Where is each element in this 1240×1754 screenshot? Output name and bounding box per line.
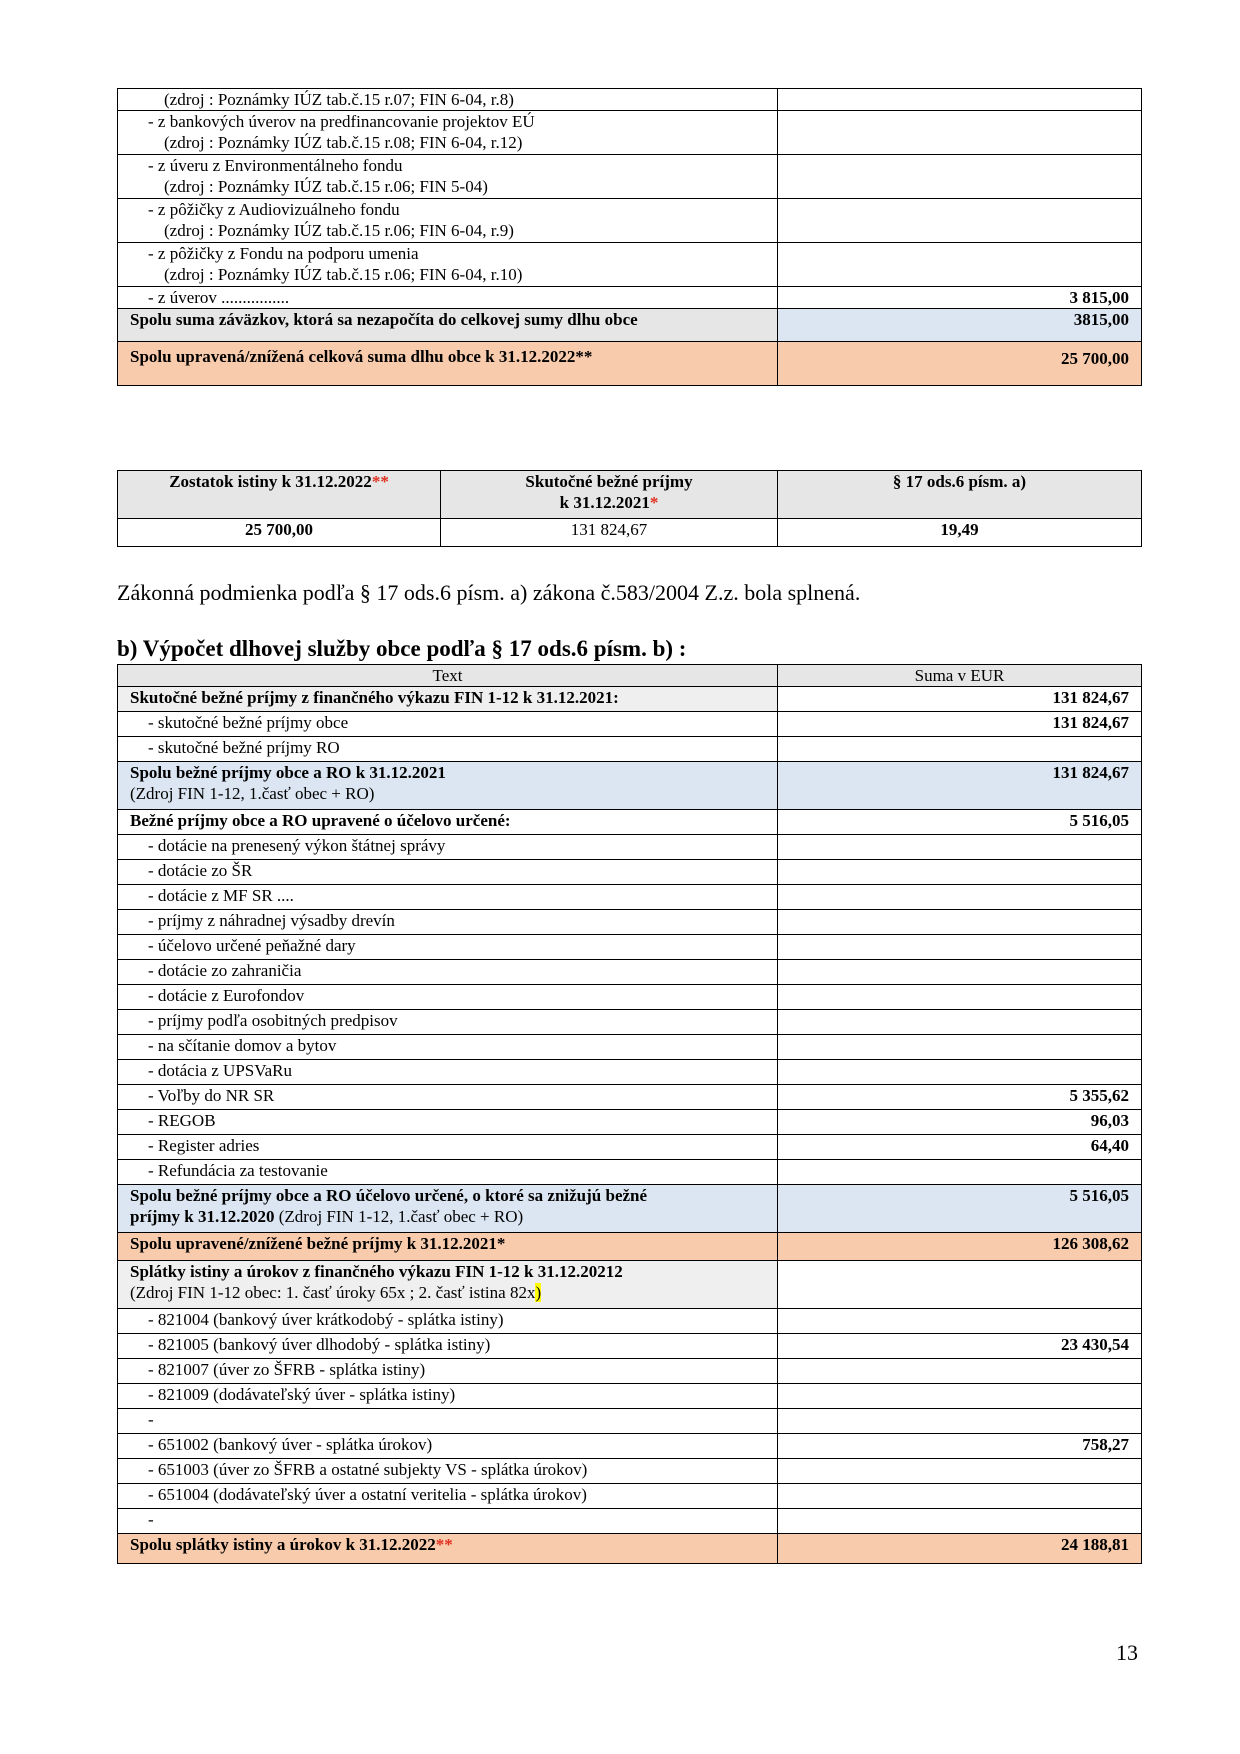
item-label: - 651002 (bankový úver - splátka úrokov) [118,1434,778,1459]
item-value: 758,27 [778,1434,1142,1459]
item-row [118,1334,1142,1359]
row-total-revenue-value: 131 824,67 [778,762,1142,810]
item-label: - dotácie z Eurofondov [118,985,778,1010]
table1-body [118,89,1142,386]
table1-grand-row [118,342,1142,386]
header-actual-revenue: Skutočné bežné príjmy k 31.12.2021* [441,471,778,519]
item-value: 5 355,62 [778,1085,1142,1110]
item-row [118,1459,1142,1484]
item-label: - dotácie na prenesený výkon štátnej správy [118,835,778,860]
row-actual-revenue-label: Skutočné bežné príjmy z finančného výkazu FIN 1-12 k 31.12.2021: [118,687,778,712]
item-value [778,935,1142,960]
item-row [118,1085,1142,1110]
page-number: 13 [1116,1640,1138,1665]
item-label: - dotácia z UPSVaRu [118,1060,778,1085]
item-value [778,885,1142,910]
table1-row [118,155,1142,199]
section-b-heading: b) Výpočet dlhovej služby obce podľa § 17 ods.6 písm. b) : [117,636,687,661]
item-row [118,1434,1142,1459]
row-adjusted-revenue-label: Bežné príjmy obce a RO upravené o účelovo určené: [118,810,778,835]
item-row [118,885,1142,910]
item-value: 23 430,54 [778,1334,1142,1359]
item-value [778,835,1142,860]
table1-row-label: - z bankových úverov na predfinancovanie projektov EÚ (zdroj : Poznámky IÚZ tab.č.15 r.08; FIN 6-04, r.12) [118,111,778,155]
table1-row-value [778,111,1142,155]
item-label: - REGOB [118,1110,778,1135]
item-row [118,860,1142,885]
table1-total-row [118,309,1142,342]
table1-row-value: 3 815,00 [778,287,1142,309]
item-row [118,1135,1142,1160]
item-label: - [118,1409,778,1434]
table1-row [118,89,1142,111]
row-earmarked-total-label: Spolu bežné príjmy obce a RO účelovo určené, o ktoré sa znižujú bežné príjmy k 31.12.2020 (Zdroj FIN 1-12, 1.časť obec + RO) [118,1185,778,1233]
item-value [778,1035,1142,1060]
item-label: - 821005 (bankový úver dlhodobý - splátka istiny) [118,1334,778,1359]
item-row [118,910,1142,935]
item-row [118,1409,1142,1434]
table1-row-value [778,155,1142,199]
item-value [778,910,1142,935]
debt-ratio-table [117,470,1142,547]
item-value [778,1309,1142,1334]
row-repayments-value [778,1261,1142,1309]
item-value [778,985,1142,1010]
adjusted-debt-value: 25 700,00 [778,342,1142,386]
row-reduced-revenue-label: Spolu upravené/znížené bežné príjmy k 31.12.2021* [118,1233,778,1261]
table1-row-label: - z úverov ................ [118,287,778,309]
column-header-text: Text [118,665,778,687]
item-label: - Register adries [118,1135,778,1160]
row-repayments-label: Splátky istiny a úrokov z finančného výkazu FIN 1-12 k 31.12.20212 (Zdroj FIN 1-12 obec: 1. časť úroky 65x ; 2. časť istina 82x) [118,1261,778,1309]
row-earmarked-total-value: 5 516,05 [778,1185,1142,1233]
row-reduced-revenue-value: 126 308,62 [778,1233,1142,1261]
table1-row [118,287,1142,309]
item-value [778,1409,1142,1434]
item-row [118,1484,1142,1509]
item-value [778,1160,1142,1185]
row-ro-revenue-label: - skutočné bežné príjmy RO [118,737,778,762]
header-principal-balance: Zostatok istiny k 31.12.2022** [118,471,441,519]
header-paragraph-17a: § 17 ods.6 písm. a) [778,471,1142,519]
row-municipal-revenue-value: 131 824,67 [778,712,1142,737]
item-row [118,1010,1142,1035]
item-row [118,985,1142,1010]
item-label: - príjmy z náhradnej výsadby drevín [118,910,778,935]
item-value [778,1060,1142,1085]
table1-row-value [778,199,1142,243]
item-row [118,935,1142,960]
column-header-sum: Suma v EUR [778,665,1142,687]
item-label: - 821007 (úver zo ŠFRB - splátka istiny) [118,1359,778,1384]
value-paragraph-17a: 19,49 [778,519,1142,547]
item-row [118,1060,1142,1085]
row-total-revenue-label: Spolu bežné príjmy obce a RO k 31.12.2021 (Zdroj FIN 1-12, 1.časť obec + RO) [118,762,778,810]
row-ro-revenue-value [778,737,1142,762]
debt-exclusions-table [117,88,1142,386]
row-actual-revenue-value: 131 824,67 [778,687,1142,712]
table3-body [118,665,1142,835]
table1-row-value [778,243,1142,287]
item-row [118,1309,1142,1334]
table3-totals [118,1185,1142,1309]
item-row [118,1160,1142,1185]
item-value: 96,03 [778,1110,1142,1135]
table1-row-label: - z pôžičky z Fondu na podporu umenia (zdroj : Poznámky IÚZ tab.č.15 r.06; FIN 6-04, r.10) [118,243,778,287]
item-label: - dotácie zo zahraničia [118,960,778,985]
item-label: - 821004 (bankový úver krátkodobý - splátka istiny) [118,1309,778,1334]
value-actual-revenue: 131 824,67 [441,519,778,547]
earmarked-items [118,835,1142,1185]
item-label: - Refundácia za testovanie [118,1160,778,1185]
legal-condition-statement: Zákonná podmienka podľa § 17 ods.6 písm. a) zákona č.583/2004 Z.z. bola splnená. [117,580,861,605]
table1-row [118,199,1142,243]
item-row [118,1359,1142,1384]
table1-row-label: (zdroj : Poznámky IÚZ tab.č.15 r.07; FIN 6-04, r.8) [118,89,778,111]
table1-row-value [778,89,1142,111]
item-value [778,1010,1142,1035]
table1-row-label: - z pôžičky z Audiovizuálneho fondu (zdroj : Poznámky IÚZ tab.č.15 r.06; FIN 6-04, r.9) [118,199,778,243]
item-value [778,1384,1142,1409]
debt-service-table [117,664,1142,1564]
item-label: - príjmy podľa osobitných predpisov [118,1010,778,1035]
row-total-repayments-label: Spolu splátky istiny a úrokov k 31.12.2022** [118,1534,778,1564]
item-label: - 821009 (dodávateľský úver - splátka istiny) [118,1384,778,1409]
row-total-repayments-value: 24 188,81 [778,1534,1142,1564]
item-row [118,835,1142,860]
item-row [118,1035,1142,1060]
item-label: - [118,1509,778,1534]
excluded-liabilities-value: 3815,00 [778,309,1142,342]
value-principal-balance: 25 700,00 [118,519,441,547]
repayment-items [118,1309,1142,1534]
table1-row [118,111,1142,155]
item-label: - účelovo určené peňažné dary [118,935,778,960]
item-value [778,1459,1142,1484]
excluded-liabilities-label: Spolu suma záväzkov, ktorá sa nezapočíta do celkovej sumy dlhu obce [118,309,778,342]
item-label: - dotácie zo ŠR [118,860,778,885]
item-label: - 651003 (úver zo ŠFRB a ostatné subjekty VS - splátka úrokov) [118,1459,778,1484]
table3-final [118,1534,1142,1564]
item-row [118,960,1142,985]
item-value [778,860,1142,885]
item-value [778,960,1142,985]
adjusted-debt-label: Spolu upravená/znížená celková suma dlhu obce k 31.12.2022** [118,342,778,386]
row-adjusted-revenue-value: 5 516,05 [778,810,1142,835]
item-value [778,1509,1142,1534]
item-value: 64,40 [778,1135,1142,1160]
item-value [778,1359,1142,1384]
table1-row-label: - z úveru z Environmentálneho fondu (zdroj : Poznámky IÚZ tab.č.15 r.06; FIN 5-04) [118,155,778,199]
item-row [118,1110,1142,1135]
item-label: - Voľby do NR SR [118,1085,778,1110]
row-municipal-revenue-label: - skutočné bežné príjmy obce [118,712,778,737]
item-row [118,1384,1142,1409]
item-label: - na sčítanie domov a bytov [118,1035,778,1060]
table1-row [118,243,1142,287]
item-label: - 651004 (dodávateľský úver a ostatní veritelia - splátka úrokov) [118,1484,778,1509]
item-row [118,1509,1142,1534]
item-value [778,1484,1142,1509]
item-label: - dotácie z MF SR .... [118,885,778,910]
